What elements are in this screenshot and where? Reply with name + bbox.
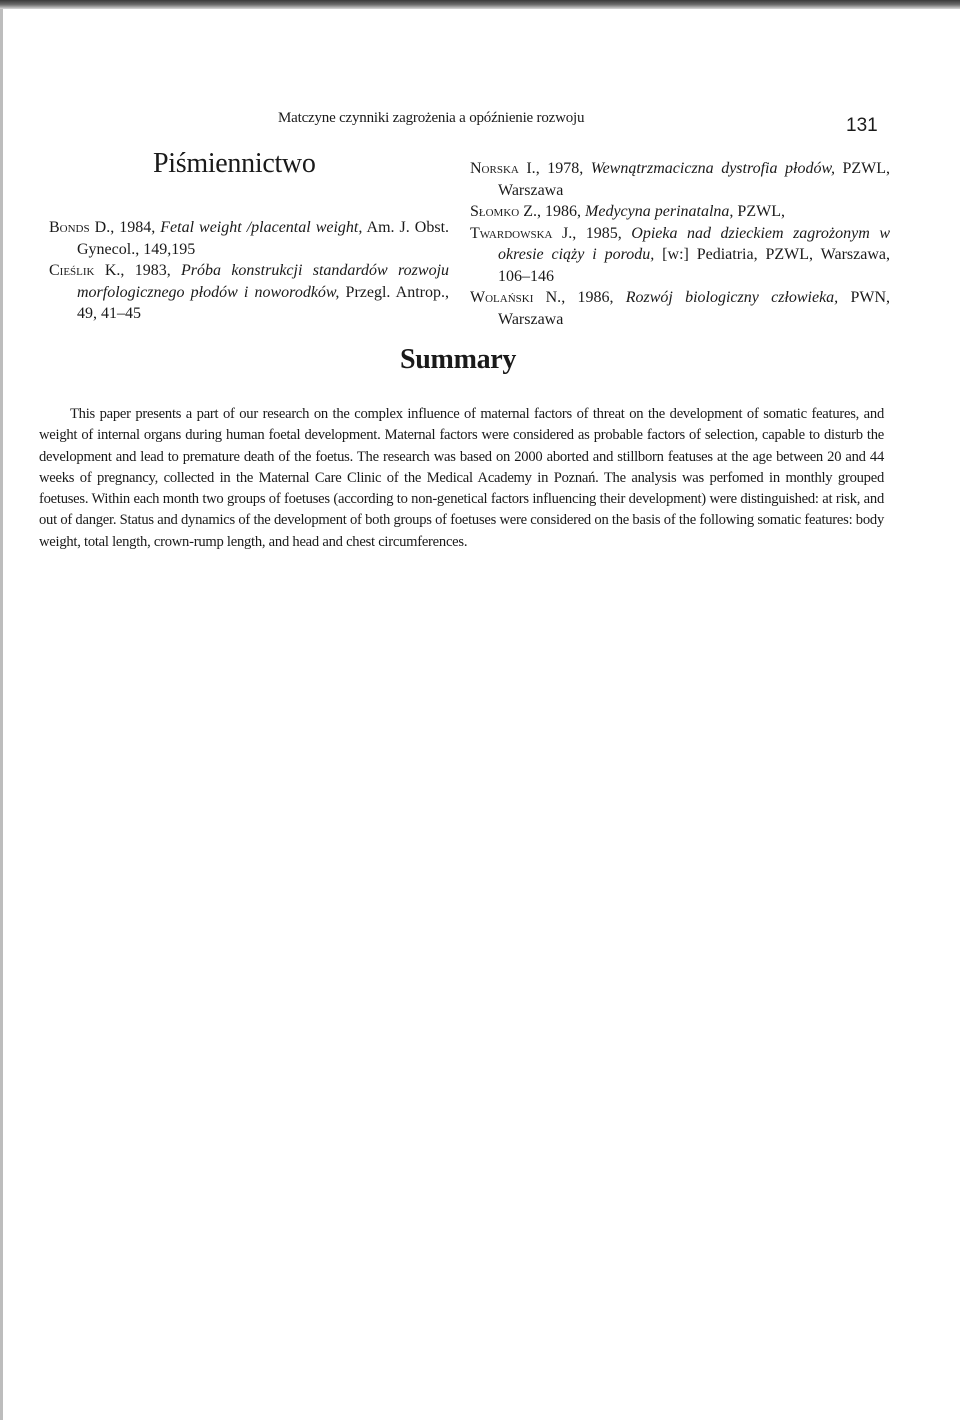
references-column-right: [470, 158, 890, 330]
reference-entry: [49, 217, 449, 260]
reference-title: Opieka nad dzieckiem zagrożonym w okresie ciąży i porodu,: [498, 224, 890, 263]
reference-author: Twardowska J.: [470, 224, 573, 242]
reference-year: , 1978,: [535, 160, 591, 177]
reference-author: Norska I.: [470, 160, 536, 177]
reference-source: Przegl. Antrop., 49, 41–45: [77, 283, 449, 322]
reference-source: PZWL, Warszawa: [498, 160, 890, 199]
reference-author: Bonds D.: [49, 219, 111, 236]
references-heading: Piśmiennictwo: [153, 148, 316, 179]
reference-title: Rozwój biologiczny człowieka,: [625, 289, 839, 306]
reference-entry: [49, 260, 449, 325]
scan-edge-left: [0, 9, 3, 1420]
reference-year: , 1983,: [120, 262, 182, 279]
summary-paragraph: This paper presents a part of our research on the complex influence of maternal factors of threat on the development of somatic features, and weight of internal organs during human foetal development. Maternal factors were considered as probable factors of selection, capable to disturb the development and lead to premature death of the foetus. The research was based on 2000 aborted and stillborn featuses at the age between 20 and 44 weeks of pregnancy, collected in the Maternal Care Clinic of the Medical Academy in Poznań. The analysis was perfomed in monthly grouped foetuses. Within each month two groups of foetuses (according to non-genetical factors influencing their development) were distinguished: at risk, and out of danger. Status and dynamics of the development of both groups of foetuses were considered on the basis of the following somatic features: body weight, total length, crown-rump length, and head and chest circumferences.: [39, 406, 884, 550]
reference-source: [w:] Pediatria, PZWL, Warszawa, 106–146: [498, 246, 891, 285]
reference-entry: [470, 287, 890, 330]
reference-title: Wewnątrzmaciczna dystrofia płodów,: [590, 160, 835, 177]
reference-year: , 1986,: [561, 289, 626, 306]
reference-title: Medycyna perinatalna,: [585, 203, 734, 220]
reference-source: PZWL,: [733, 203, 785, 220]
reference-author: Słomko Z.: [470, 203, 538, 220]
reference-year: , 1986,: [537, 203, 586, 220]
reference-year: , 1985,: [572, 224, 632, 242]
reference-entry: [470, 201, 890, 223]
reference-year: , 1984,: [110, 219, 161, 236]
reference-entry: [470, 158, 890, 201]
reference-source: Am. J. Obst. Gynecol., 149,195: [77, 219, 450, 258]
summary-heading: Summary: [400, 344, 517, 375]
reference-author: Cieślik K.: [49, 262, 121, 279]
reference-title: Próba konstrukcji standardów rozwoju morfologicznego płodów i noworodków,: [77, 262, 450, 301]
scan-edge-top: [0, 0, 960, 9]
page-number: 131: [846, 115, 878, 136]
reference-title: Fetal weight /placental weight,: [160, 219, 363, 236]
reference-author: Wolański N.: [470, 289, 562, 306]
references-column-left: [49, 217, 449, 325]
reference-entry: [470, 223, 890, 288]
running-head: Matczyne czynniki zagrożenia a opóźnienie rozwoju: [278, 110, 585, 126]
reference-source: PWN, Warszawa: [498, 289, 890, 328]
